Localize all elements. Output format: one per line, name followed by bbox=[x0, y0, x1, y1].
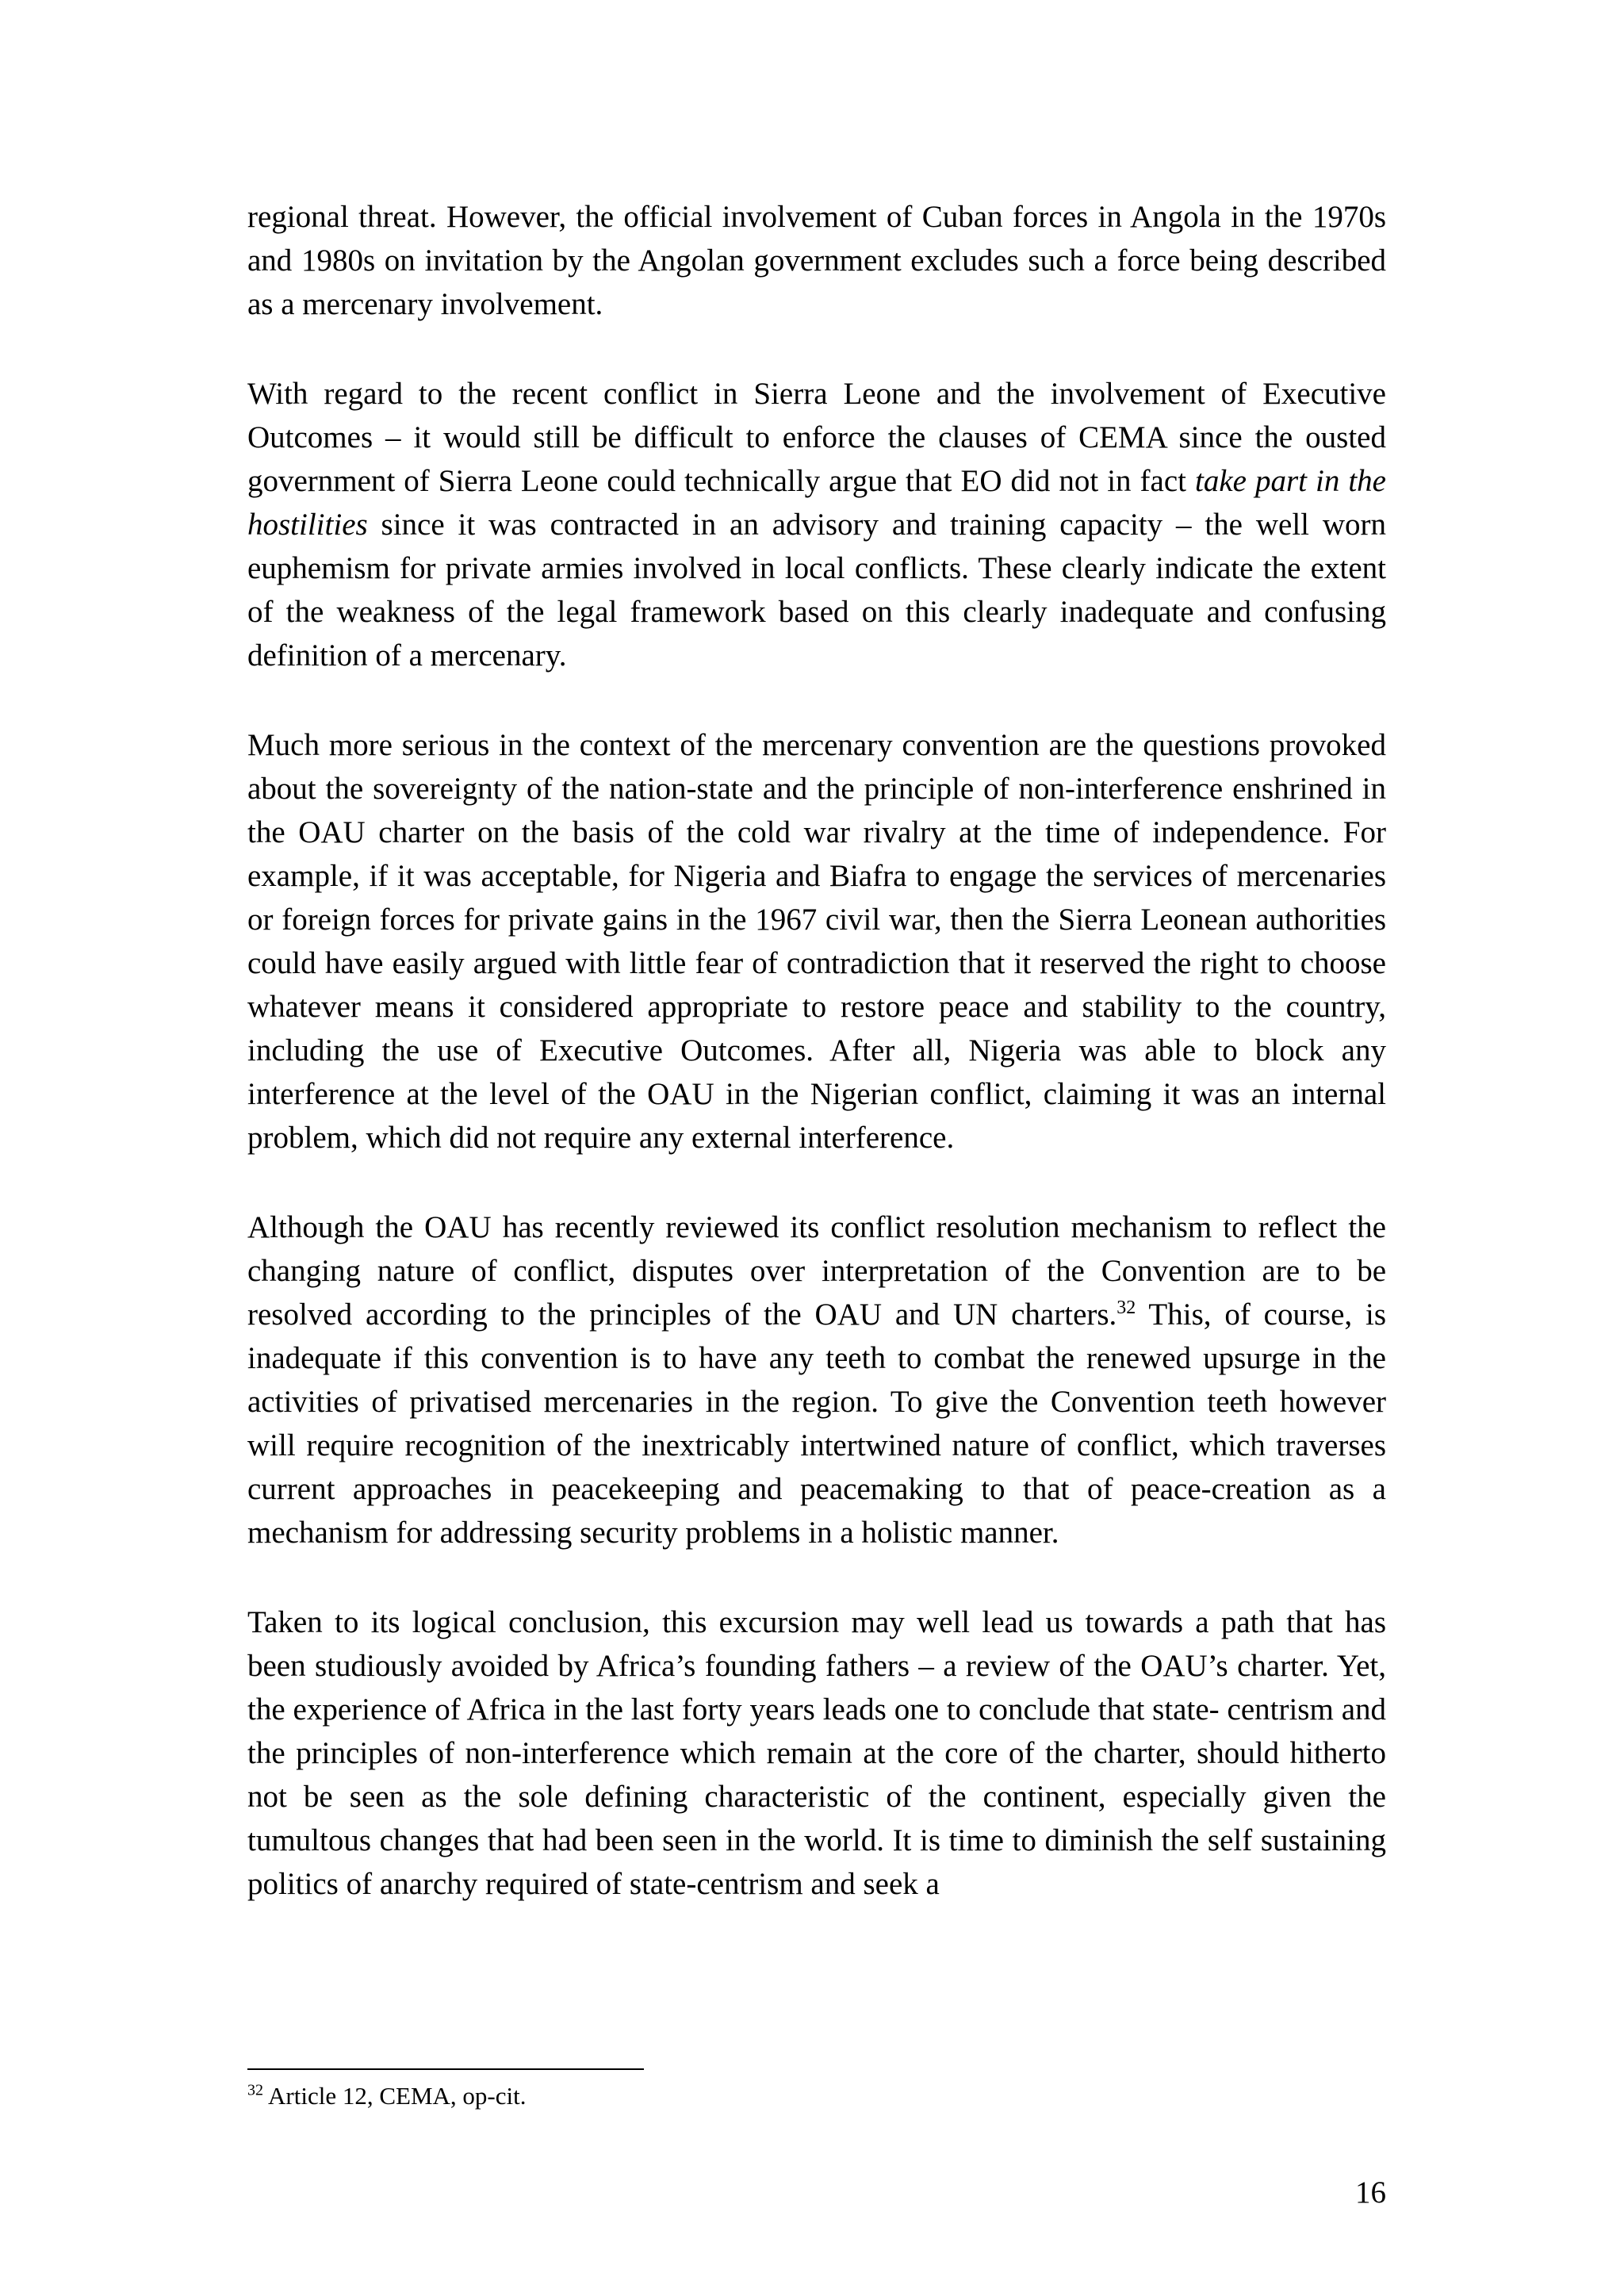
footnote-reference-32[interactable]: 32 bbox=[1116, 1297, 1136, 1318]
page-number: 16 bbox=[1355, 2175, 1386, 2210]
paragraph-4 bbox=[247, 1205, 1386, 1554]
paragraph-3-text: Much more serious in the context of the mercenary convention are the questions provoked about the sovereignty of the nation-state and the principle of non-interference enshrined in the OAU charter on the basis of the cold war rivalry at the time of independence. For example, if it was acceptable, for Nigeria and Biafra to engage the services of mercenaries or foreign forces for private gains in the 1967 civil war, then the Sierra Leonean authorities could have easily argued with little fear of contradiction that it reserved the right to choose whatever means it considered appropriate to restore peace and stability to the country, including the use of Executive Outcomes. After all, Nigeria was able to block any interference at the level of the OAU in the Nigerian conflict, claiming it was an internal problem, which did not require any external interference. bbox=[247, 728, 1386, 1155]
paragraph-2-text-end: since it was contracted in an advisory and training capacity – the well worn euphemism for private armies involved in local conflicts. These clearly indicate the extent of the weakness of the legal framework based on this clearly inadequate and confusing definition of a mercenary. bbox=[247, 508, 1386, 673]
paragraph-4-text-start: Although the OAU has recently reviewed its conflict resolution mechanism to reflect the changing nature of conflict, disputes over interpretation of the Convention are to be resolved according to the principles of the OAU and UN charters. bbox=[247, 1210, 1386, 1332]
footnote-number: 32 bbox=[247, 2081, 263, 2099]
paragraph-4-text-end: This, of course, is inadequate if this convention is to have any teeth to combat the renewed upsurge in the activities of privatised mercenaries in the region. To give the Convention teeth however will require recognition of the inextricably intertwined nature of conflict, which traverses current approaches in peacekeeping and peacemaking to that of peace-creation as a mechanism for addressing security problems in a holistic manner. bbox=[247, 1297, 1386, 1550]
paragraph-1 bbox=[247, 195, 1386, 326]
footnote bbox=[247, 2079, 1386, 2113]
paragraph-2-text-start: With regard to the recent conflict in Sierra Leone and the involvement of Executive Outcomes – it would still be difficult to enforce the clauses of CEMA since the ousted government of Sierra Leone could technically argue that EO did not in fact bbox=[247, 377, 1386, 498]
footnote-text: Article 12, CEMA, op-cit. bbox=[263, 2082, 527, 2110]
paragraph-5 bbox=[247, 1600, 1386, 1906]
paragraph-5-text: Taken to its logical conclusion, this excursion may well lead us towards a path that has been studiously avoided by Africa’s founding fathers – a review of the OAU’s charter. Yet, the experience of Africa in the last forty years leads one to conclude that state- centrism and the principles of non-interference which remain at the core of the charter, should hitherto not be seen as the sole defining characteristic of the continent, especially given the tumultous changes that had been seen in the world. It is time to diminish the self sustaining politics of anarchy required of state-centrism and seek a bbox=[247, 1605, 1386, 1901]
paragraph-2-italic-phrase: take part in the hostilities bbox=[247, 464, 1386, 542]
footnote-separator bbox=[247, 2068, 644, 2070]
paragraph-1-text: regional threat. However, the official involvement of Cuban forces in Angola in the 1970s and 1980s on invitation by the Angolan government excludes such a force being described as a mercenary involvement. bbox=[247, 200, 1386, 321]
body-text bbox=[247, 195, 1386, 1906]
paragraph-3 bbox=[247, 723, 1386, 1159]
paragraph-2 bbox=[247, 372, 1386, 677]
